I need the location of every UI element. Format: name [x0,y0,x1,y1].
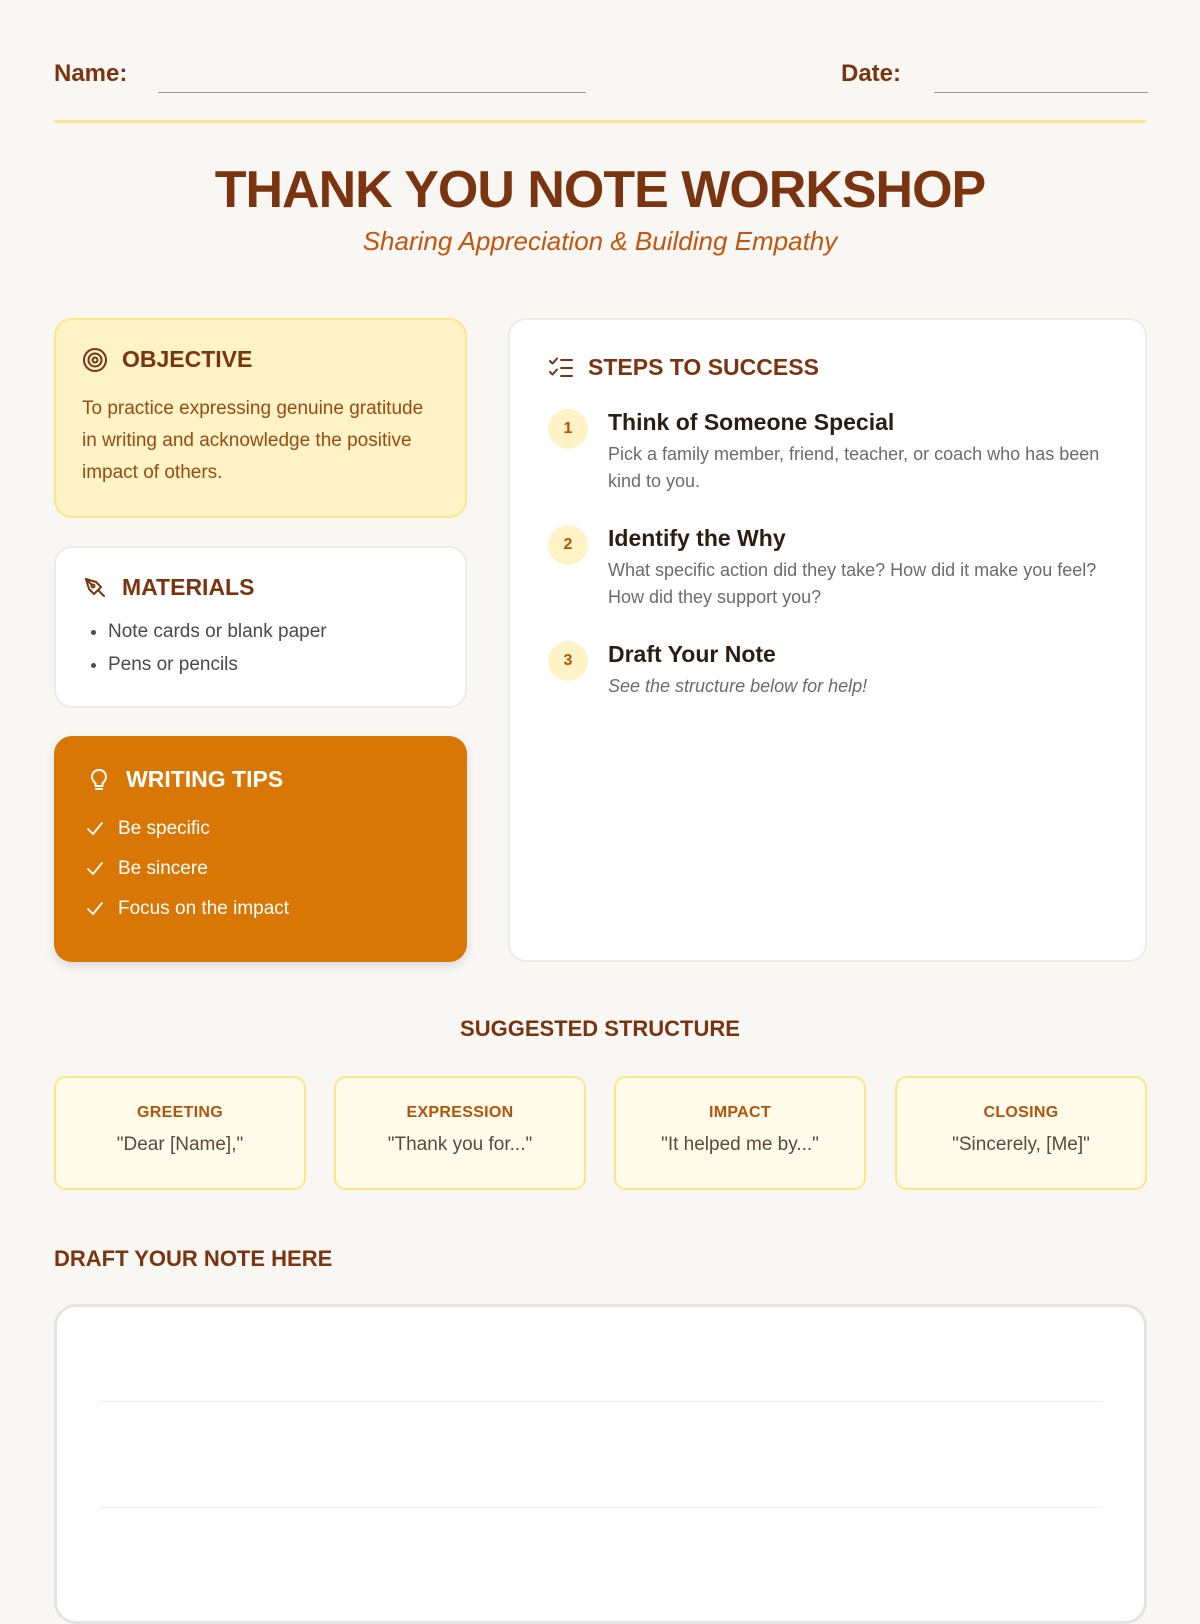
structure-label: CLOSING [983,1104,1059,1121]
structure-example: "Sincerely, [Me]" [952,1134,1090,1155]
materials-item: • Pens or pencils [108,648,439,681]
structure-label: IMPACT [709,1104,771,1121]
header-divider [54,120,1146,123]
step-title: Identify the Why [608,525,786,551]
structure-row [54,1076,1147,1190]
page-subtitle: Sharing Appreciation & Building Empathy [362,226,838,256]
objective-heading: OBJECTIVE [122,346,253,372]
writing-line [99,1507,1102,1508]
step-body [608,523,1107,611]
draft-writing-area[interactable] [54,1304,1147,1624]
structure-label: GREETING [137,1104,223,1121]
writing-tips-card [54,736,467,962]
step-body [608,639,867,700]
steps-list [548,407,1107,700]
lightbulb-icon [86,767,112,793]
step-description: See the structure below for help! [608,676,868,696]
step-number: 3 [548,641,588,681]
step-item [548,523,1107,611]
target-icon [82,347,108,373]
tip-text: Focus on the impact [118,898,290,919]
tip-item [86,889,435,929]
step-title: Think of Someone Special [608,409,895,435]
materials-heading: MATERIALS [122,574,255,600]
tip-text: Be specific [118,818,210,839]
structure-example: "It helped me by..." [661,1134,819,1155]
materials-card [54,546,467,708]
check-icon [86,860,104,878]
step-item [548,639,1107,700]
step-number: 2 [548,525,588,565]
tips-heading-row [86,766,435,793]
structure-box-closing [895,1076,1147,1190]
tips-list [86,809,435,929]
materials-item: • Note cards or blank paper [108,615,439,648]
writing-line [99,1401,1102,1402]
name-label: Name: [54,60,128,87]
objective-heading-row [82,346,439,373]
step-body [608,407,1107,495]
steps-heading: STEPS TO SUCCESS [588,354,819,380]
tips-heading: WRITING TIPS [126,766,284,792]
step-item [548,407,1107,495]
pen-icon [82,575,108,601]
steps-heading-row [548,354,1107,381]
structure-heading: SUGGESTED STRUCTURE [460,1016,740,1041]
checklist-icon [548,355,574,381]
check-icon [86,900,104,918]
check-icon [86,820,104,838]
draft-heading: DRAFT YOUR NOTE HERE [54,1246,333,1271]
structure-box-greeting [54,1076,306,1190]
name-input-line[interactable] [158,92,586,93]
materials-list [82,615,439,681]
structure-box-expression [334,1076,586,1190]
header-row [54,56,1146,96]
materials-heading-row [82,574,439,601]
objective-card [54,318,467,518]
tip-item [86,849,435,889]
tip-item [86,809,435,849]
structure-example: "Thank you for..." [387,1134,533,1155]
step-description: Pick a family member, friend, teacher, or coach who has been kind to you. [608,444,1100,491]
structure-example: "Dear [Name]," [116,1134,244,1155]
date-label: Date: [841,60,902,87]
steps-card [508,318,1147,962]
date-input-line[interactable] [934,92,1148,93]
step-title: Draft Your Note [608,641,776,667]
step-description: What specific action did they take? How did it make you feel? How did they support you? [608,560,1097,607]
step-number: 1 [548,409,588,449]
tip-text: Be sincere [118,858,208,879]
page-title: THANK YOU NOTE WORKSHOP [214,161,986,219]
objective-text: To practice expressing genuine gratitude in writing and acknowledge the positive impact of others. [82,398,424,483]
structure-box-impact [614,1076,866,1190]
structure-label: EXPRESSION [406,1104,514,1121]
